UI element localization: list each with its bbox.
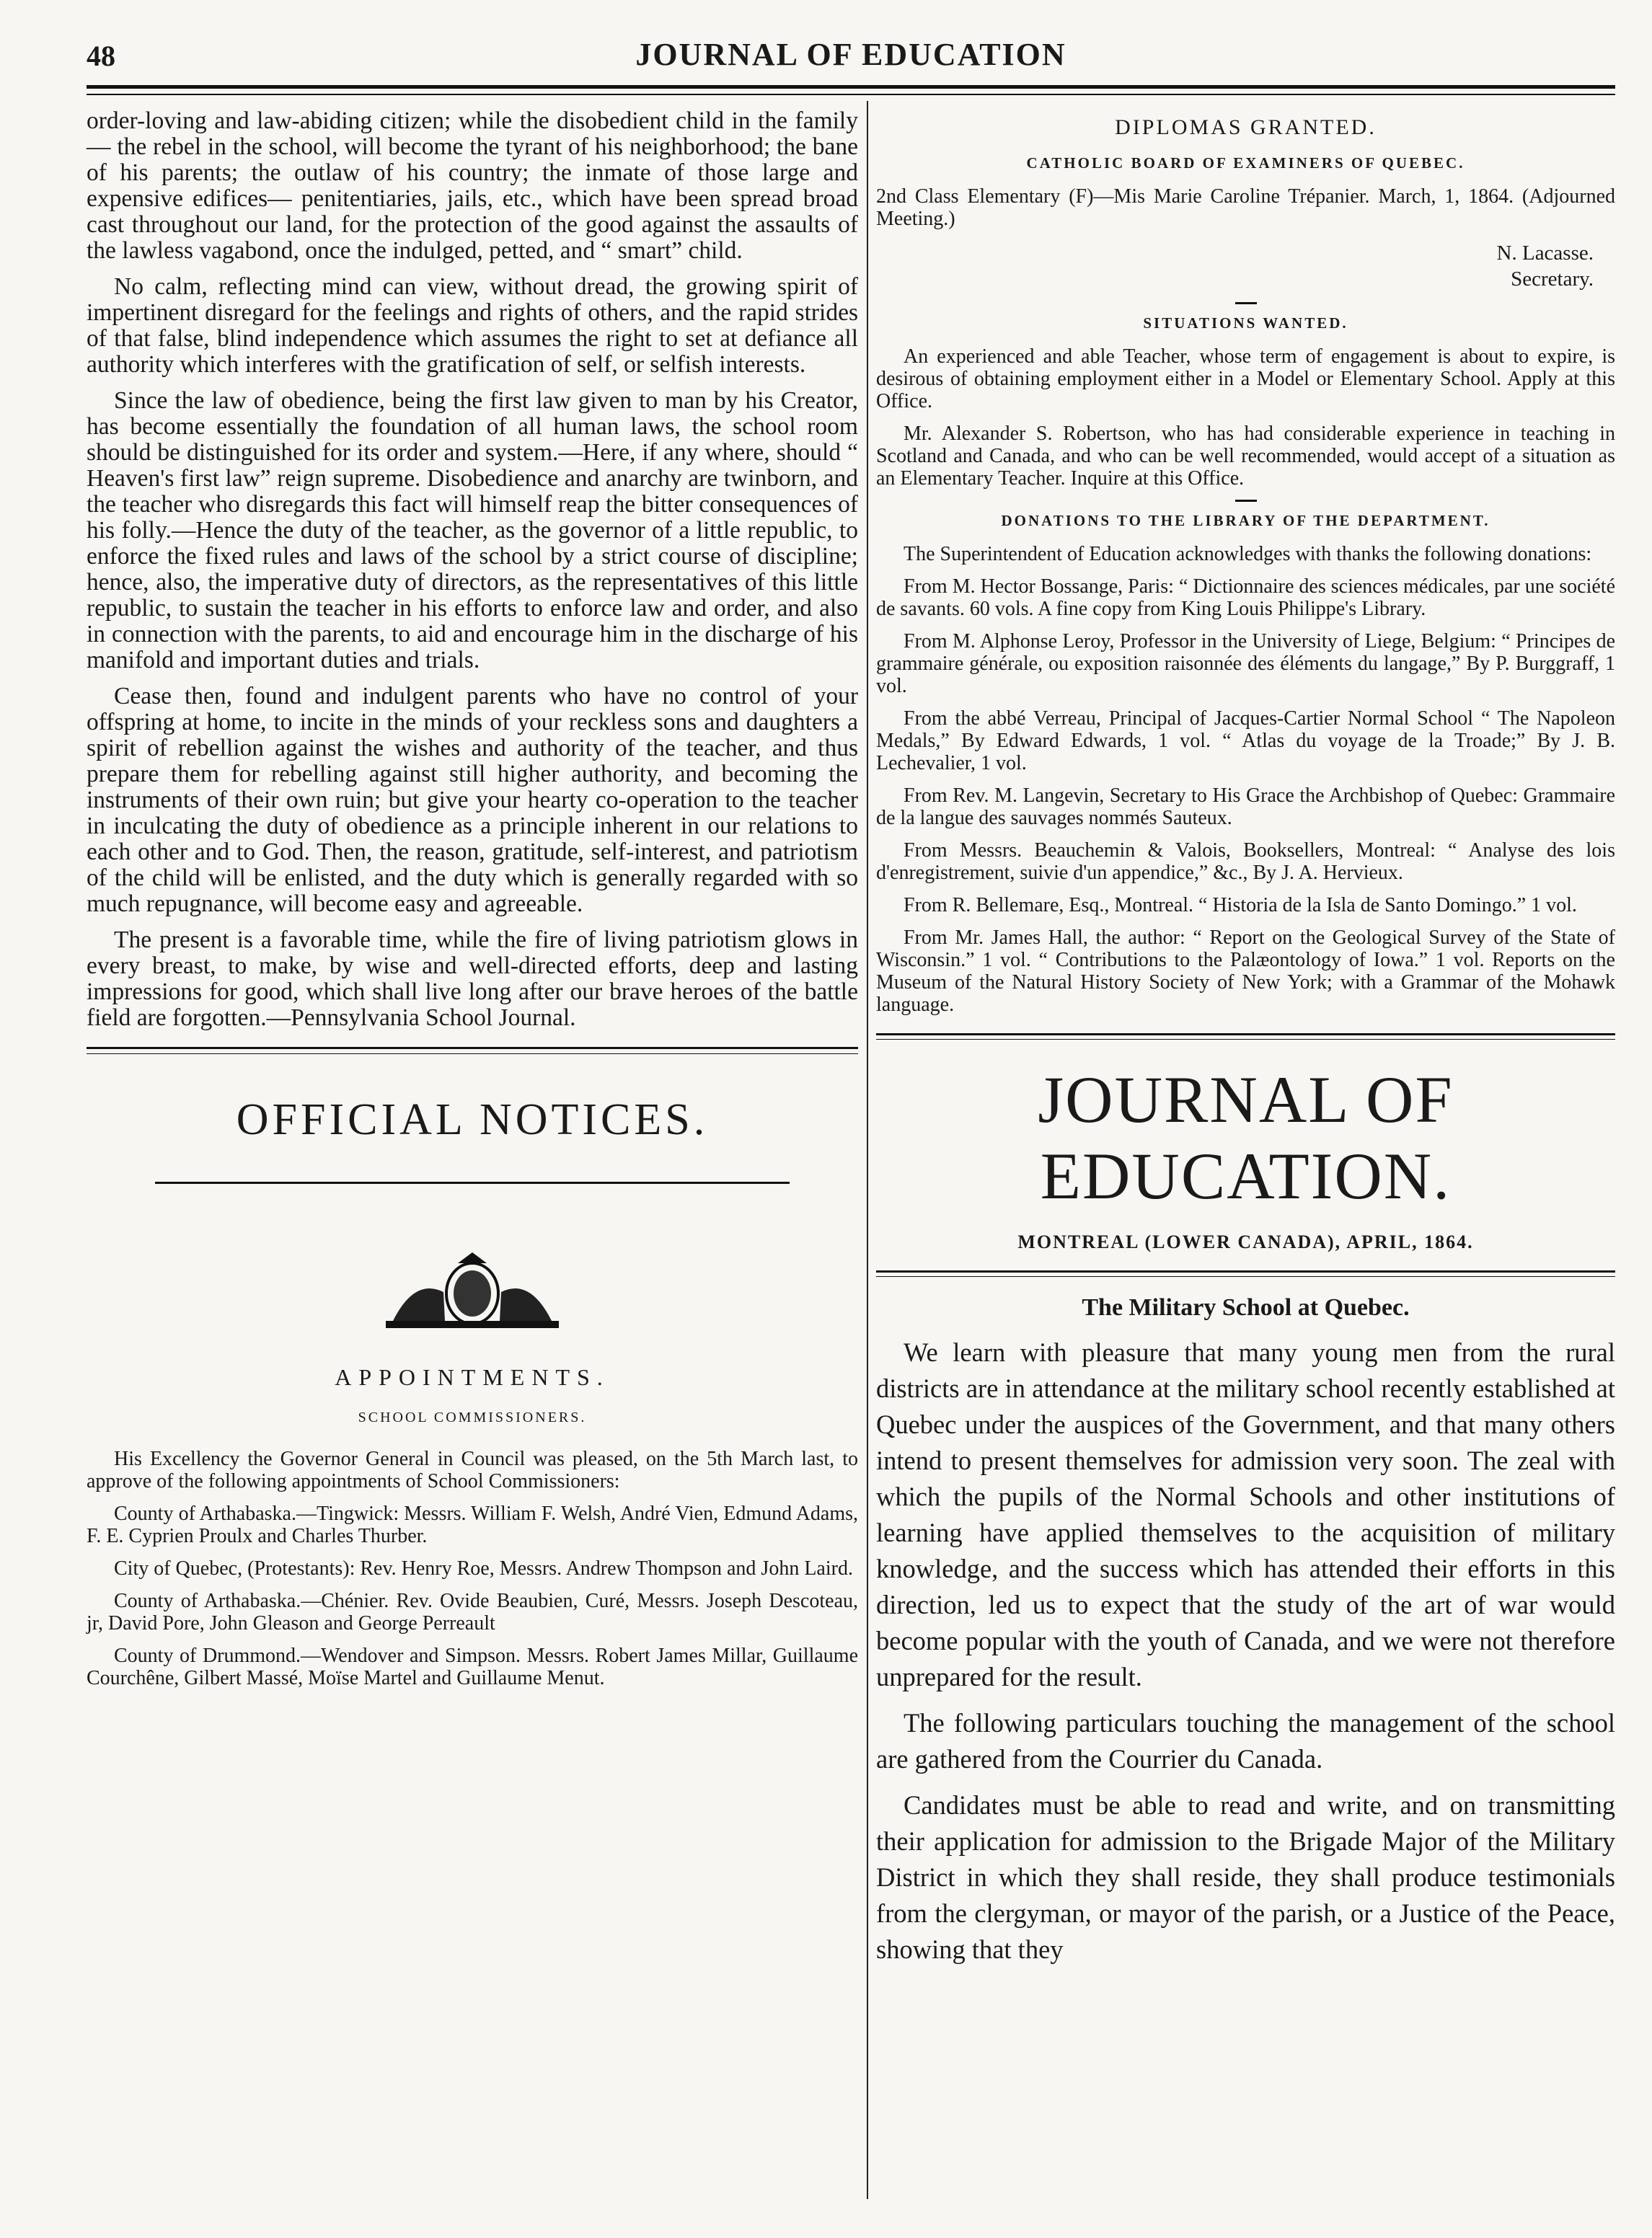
page-header: [87, 29, 1615, 87]
short-rule: [1235, 302, 1257, 304]
dateline-rule: [876, 1270, 1615, 1277]
appointment-entry: City of Quebec, (Protestants): Rev. Henry Roe, Messrs. Andrew Thompson and John Laird.: [114, 1557, 853, 1580]
section-rule: [87, 1047, 858, 1049]
running-title: JOURNAL OF EDUCATION: [635, 37, 1066, 72]
article-paragraph: We learn with pleasure that many young men from the rural districts are in attendance at the military school recently established at Quebec under the auspices of the Government, and that many others intend to present themselves for admission very soon. The zeal with which the pupils of the Normal Schools and other institutions of learning have applied themselves to the acquisition of military knowledge, and the success which has attended their efforts in this direction, led us to expect that the study of the art of war would become popular with the youth of Canada, and we were not therefore unprepared for the result.: [876, 1337, 1615, 1691]
situations-heading: SITUATIONS WANTED.: [1143, 314, 1348, 332]
right-column: [876, 108, 1615, 1978]
appointment-entry: County of Arthabaska.—Tingwick: Messrs. William F. Welsh, André Vien, Edmund Adams, F. E. Cyprien Proulx and Charles Thurber.: [87, 1503, 858, 1547]
appointments-heading: APPOINTMENTS.: [335, 1364, 610, 1390]
essay-paragraph: Cease then, found and indulgent parents who have no control of your offspring at home, to incite in the minds of your reckless sons and daughters a spirit of rebellion against the wishes and authority of the teacher, and thus prepare them for rebelling against still higher authority, and becoming the instruments of their own ruin; but give your hearty co-operation to the teacher in inculcating the duty of obedience as a principle inherent in our relations to each other and to God. Then, the reason, gratitude, self-interest, and patriotism of the child will be enlisted, and the duty which is generally regarded with so much repugnance, will become easy and agreeable.: [87, 683, 858, 917]
essay-paragraph: Since the law of obedience, being the first law given to man by his Creator, has become essentially the foundation of all human laws, the school room should be distinguished for its order and system.—Here, if any where, should “ Heaven's first law” reign supreme. Disobedience and anarchy are twinborn, and the teacher who disregards this fact will himself reap the bitter consequences of his folly.—Hence the duty of the teacher, as the governor of a little republic, to enforce the fixed rules and laws of the school by a strict course of discipline; hence, also, the imperative duty of directors, as the representatives of this little republic, to sustain the teacher in his efforts to enforce law and order, and also in connection with the parents, to aid and encourage him in the discharge of his manifold and important duties and trials.: [87, 387, 858, 673]
situation-entry: Mr. Alexander S. Robertson, who has had considerable experience in teaching in Scotland and Canada, and who can be well recommended, would accept of a situation as an Elementary Teacher. Inquire at this Office.: [876, 423, 1615, 490]
notices-rule: [155, 1182, 790, 1184]
page-number: 48: [87, 40, 115, 72]
appointment-entry: His Excellency the Governor General in Council was pleased, on the 5th March last, to approve of the following appointments of School Commissioners:: [87, 1448, 858, 1492]
short-rule: [1235, 500, 1257, 502]
donation-entry: The Superintendent of Education acknowledges with thanks the following donations:: [904, 543, 1592, 565]
essay-paragraph: order-loving and law-abiding citizen; while the disobedient child in the family— the rebel in the school, will become the tyrant of his neighborhood; the bane of his parents; the outlaw of his country; the inmate of those large and expensive edifices— penitentiaries, jails, etc., which have been spread broad cast throughout our land, for the protection of the good against the assaults of the lawless vagabond, once the indulged, petted, and “ smart” child.: [87, 107, 858, 264]
signature-title: Secretary.: [1511, 267, 1594, 291]
signature-name: N. Lacasse.: [1496, 242, 1594, 265]
situation-entry: An experienced and able Teacher, whose term of engagement is about to expire, is desirous of obtaining employment either in a Model or Elementary School. Apply at this Office.: [876, 345, 1615, 412]
section-rule-thin: [87, 1053, 858, 1054]
donation-entry: From M. Alphonse Leroy, Professor in the University of Liege, Belgium: “ Principes de grammaire générale, ou exposition raisonnée des éléments du langage,” By P. Burggraff, 1 vol.: [876, 630, 1615, 697]
appointment-entry: County of Arthabaska.—Chénier. Rev. Ovide Beaubien, Curé, Messrs. Joseph Descoteau, jr, David Pore, John Gleason and George Perreault: [87, 1590, 858, 1635]
donation-entry: From the abbé Verreau, Principal of Jacques-Cartier Normal School “ The Napoleon Medals,” By Edward Edwards, 1 vol. “ Atlas du voyage de la Troade;” By J. B. Lechevalier, 1 vol.: [876, 707, 1615, 774]
diplomas-text: 2nd Class Elementary (F)—Mis Marie Caroline Trépanier. March, 1, 1864. (Adjourned Meeting.): [876, 185, 1615, 230]
column-divider: [867, 101, 868, 2199]
article-paragraph: The following particulars touching the management of the school are gathered from the Courrier du Canada.: [876, 1708, 1615, 1774]
diplomas-board: CATHOLIC BOARD OF EXAMINERS OF QUEBEC.: [1026, 154, 1465, 172]
diplomas-heading: DIPLOMAS GRANTED.: [1115, 115, 1377, 139]
official-notices-title: OFFICIAL NOTICES.: [236, 1095, 709, 1144]
royal-arms-emblem-icon: [364, 1249, 580, 1335]
donations-heading: DONATIONS TO THE LIBRARY OF THE DEPARTMENT.: [1001, 512, 1490, 529]
dateline: MONTREAL (LOWER CANADA), APRIL, 1864.: [1017, 1231, 1474, 1252]
appointment-entry: County of Drummond.—Wendover and Simpson. Messrs. Robert James Millar, Guillaume Courchêne, Gilbert Massé, Moïse Martel and Guillaume Menut.: [87, 1645, 858, 1689]
article-title: The Military School at Quebec.: [1082, 1294, 1410, 1321]
masthead-rule: [876, 1033, 1615, 1040]
donation-entry: From Messrs. Beauchemin & Valois, Booksellers, Montreal: “ Analyse des lois d'enregistrement, suivie d'un appendice,” &c., By J. A. Hervieux.: [876, 839, 1615, 884]
school-commissioners-subheading: SCHOOL COMMISSIONERS.: [358, 1410, 587, 1425]
essay-paragraph: No calm, reflecting mind can view, without dread, the growing spirit of impertinent disregard for the feelings and rights of others, and the rapid strides of that false, blind independence which assumes the right to set at defiance all authority which interferes with the gratification of self, or selfish interests.: [87, 273, 858, 378]
journal-title: JOURNAL OF EDUCATION.: [1038, 1063, 1454, 1213]
donation-entry: From M. Hector Bossange, Paris: “ Dictionnaire des sciences médicales, par une société de savants. 60 vols. A fine copy from King Louis Philippe's Library.: [876, 575, 1615, 620]
donation-entry: From Rev. M. Langevin, Secretary to His Grace the Archbishop of Quebec: Grammaire de la langue des sauvages nommés Sauteux.: [876, 784, 1615, 829]
situations-list: [876, 345, 1615, 490]
essay-paragraph: The present is a favorable time, while the fire of living patriotism glows in every breast, to make, by wise and well-directed efforts, deep and lasting impressions for good, which shall live long after our brave heroes of the battle field are forgotten.—Pennsylvania School Journal.: [87, 926, 858, 1031]
appointments-list: [87, 1448, 858, 1689]
left-column: [87, 108, 858, 1699]
donation-entry: From R. Bellemare, Esq., Montreal. “ Historia de la Isla de Santo Domingo.” 1 vol.: [904, 894, 1577, 916]
header-rule-thin: [87, 94, 1615, 95]
essay-text: [87, 108, 858, 1031]
donation-entry: From Mr. James Hall, the author: “ Report on the Geological Survey of the State of Wisconsin.” 1 vol. “ Contributions to the Palæontology of Iowa.” 1 vol. Reports on the Museum of the Natural History Society of New York; with a Grammar of the Mohawk language.: [876, 926, 1615, 1016]
article-body: [876, 1335, 1615, 1968]
header-rule-thick: [87, 85, 1615, 89]
donations-list: [876, 543, 1615, 1016]
article-paragraph: Candidates must be able to read and write, and on transmitting their application for admission to the Brigade Major of the Military District in which they shall reside, they shall produce testimonials from the clergyman, or mayor of the parish, or a Justice of the Peace, showing that they: [876, 1790, 1615, 1964]
